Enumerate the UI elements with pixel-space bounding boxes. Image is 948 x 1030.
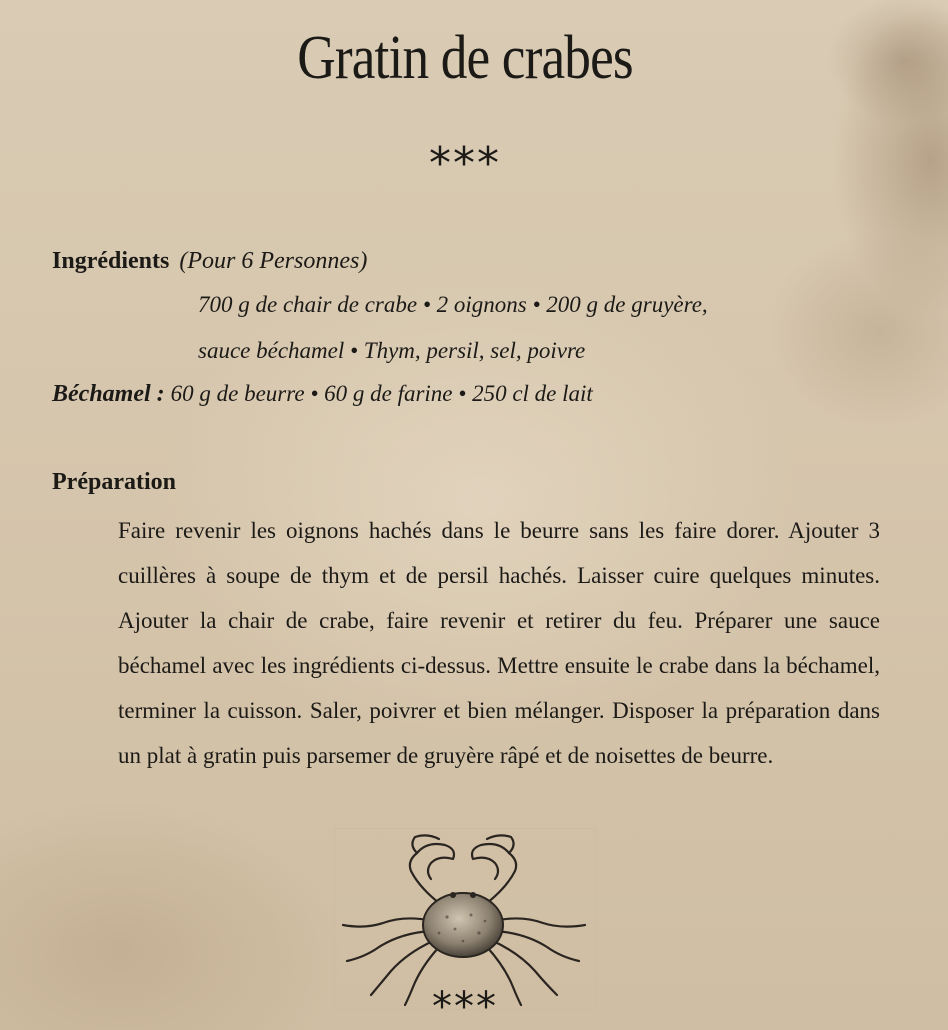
ingredients-line-2: sauce béchamel • Thym, persil, sel, poivre: [198, 338, 586, 363]
bechamel-label: Béchamel :: [52, 381, 165, 407]
crab-icon: [335, 829, 595, 1009]
bechamel-items: 60 g de beurre • 60 g de farine • 250 cl de lait: [170, 381, 593, 406]
ingredients-heading-row: [52, 246, 367, 276]
bechamel-row: [52, 379, 593, 409]
divider-stars-bottom: ***: [432, 984, 498, 1030]
recipe-title: Gratin de crabes: [297, 24, 633, 92]
preparation-heading: Préparation: [52, 469, 176, 495]
servings-note: (Pour 6 Personnes): [179, 248, 368, 274]
ingredients-line-1: 700 g de chair de crabe • 2 oignons • 200 g de gruyère,: [198, 292, 708, 317]
crab-illustration-frame: [334, 828, 596, 1010]
ingredients-heading: Ingrédients: [52, 248, 170, 274]
divider-stars-top: ***: [429, 138, 501, 189]
preparation-text: Faire revenir les oignons hachés dans le beurre sans les faire dorer. Ajouter 3 cuillères à soupe de thym et de persil hachés. Laisser cuire quelques minutes. Ajouter la chair de crabe, faire revenir et retirer du feu. Préparer une sauce béchamel avec les ingrédients ci-dessus. Mettre ensuite le crabe dans la béchamel, terminer la cuisson. Saler, poivrer et bien mélanger. Disposer la préparation dans un plat à gratin puis parsemer de gruyère râpé et de noisettes de beurre.: [118, 518, 880, 768]
